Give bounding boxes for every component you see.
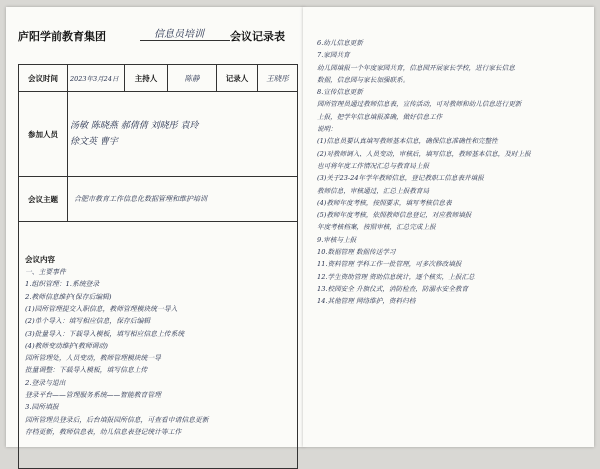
note-line: 园所管理员通过教师信息表，宣传活动，可对教师和幼儿信息进行更新 [317,100,522,109]
note-line: (1)信息员要认真填写教师基本信息，确保信息准确性和完整性 [317,137,498,146]
note-line: 2.教师信息维护(保存后编辑) [25,292,112,301]
attendees-line: 汤敏 陈晓燕 郝倩倩 刘晓彤 袁玲 [70,121,199,131]
right-notes [317,37,589,308]
note-line: 10.数据管理 数据传送学习 [317,248,396,257]
content-row [19,222,298,469]
note-line: 7.家园共育 [317,51,350,60]
note-line: 教师信息，审核通过，汇总上报教育局 [317,186,430,195]
recorder-label: 记录人 [217,65,258,92]
note-line: 说明： [317,125,337,134]
host-value: 陈静 [168,65,217,92]
right-page [303,7,594,447]
content-label: 会议内容 [25,254,55,264]
note-line: 14.其他管理 网络维护，资料归档 [317,297,416,306]
note-line: 数据，信息园与家长加强联系。 [317,75,410,84]
note-line: (3)关于23-24年学年教师信息，登记教职工信息表并填报 [317,174,484,183]
note-line: (1)园所管理提交入职信息，教师管理模块统一导入 [25,304,178,313]
attendees-line: 徐文英 曹宇 [70,137,118,147]
header-topic: 信息员培训 [154,29,204,40]
topic-row [19,177,298,222]
note-line: (4)教师变动维护(教师调动) [25,341,108,350]
note-line: 6.幼儿信息更新 [317,39,363,47]
meeting-info-table [18,64,298,469]
left-page [6,7,304,447]
note-line: 幼儿园填报一个年度家园共育，信息园开展家长学校，进行家长信息 [317,63,515,72]
time-value: 2023年3月24日 [68,65,125,92]
document-title: 会议记录表 [230,30,285,43]
time-row [19,65,298,92]
attendees-value [68,92,298,177]
org-name: 庐阳学前教育集团 [18,30,106,43]
document-header [18,25,298,45]
topic-label: 会议主题 [19,177,68,222]
time-label: 会议时间 [19,65,68,92]
note-line: (2)单个导入：填写相应信息，保存后编辑 [25,317,151,326]
note-line: (4)教师年度考核，按照要求，填写考核信息表 [317,198,452,207]
note-line: (2)对教师调入、人员变动，审核后，填写信息，教师基本信息，及时上报 [317,149,531,158]
note-line: 存档更新，教师信息表，幼儿信息表登记统计等工作 [25,427,182,436]
recorder-value: 王晓彤 [258,65,298,92]
left-notes [25,254,291,438]
note-line: 一、主要事件 [25,268,66,277]
note-line: 12.学生资助管理 资助信息统计，逐个核实，上报汇总 [317,272,475,281]
note-line: 园所管理员登录后，后台填报园所信息，可查看申请信息更新 [25,415,209,424]
note-line: 11.资料管理 学科工作一批管理，可多次修改填报 [317,260,462,269]
note-line: 9.审核与上报 [317,235,357,244]
content-cell [19,222,298,469]
note-line: 3.园所填报 [25,403,59,412]
note-line: 2.登录与退出 [25,378,66,387]
note-line: 1.组织管理：1.系统登录 [25,280,100,289]
host-label: 主持人 [125,65,168,92]
note-line: 年度考核档案，按照审核，汇总完成上报 [317,223,436,232]
note-line: 也可将年度工作情况汇总与教育局上报 [317,161,430,170]
attendees-row [19,92,298,177]
note-line: (5)教师年度考核，依照教师信息登记，对应教师填报 [317,211,472,220]
note-line: 登录平台——管理服务系统——智能教育管理 [25,391,161,400]
topic-value: 合肥市教育工作信息化数据管理和维护培训 [68,177,298,222]
note-line: 13.校园安全 升旗仪式，消防检查，防溺水安全教育 [317,284,469,293]
note-line: 园所管理处，人员变动，教师管理模块统一导 [25,354,161,363]
note-line: 8.宣传信息更新 [317,88,363,97]
note-line: 批量调整：下载导入模板，填写信息上传 [25,366,148,375]
note-line: (3)批量导入：下载导入模板，填写相应信息上传系统 [25,329,185,338]
attendees-label: 参加人员 [19,92,68,177]
note-line: 上报，把学年信息填报准确，做好信息工作 [317,112,443,121]
topic-underline [140,40,230,41]
